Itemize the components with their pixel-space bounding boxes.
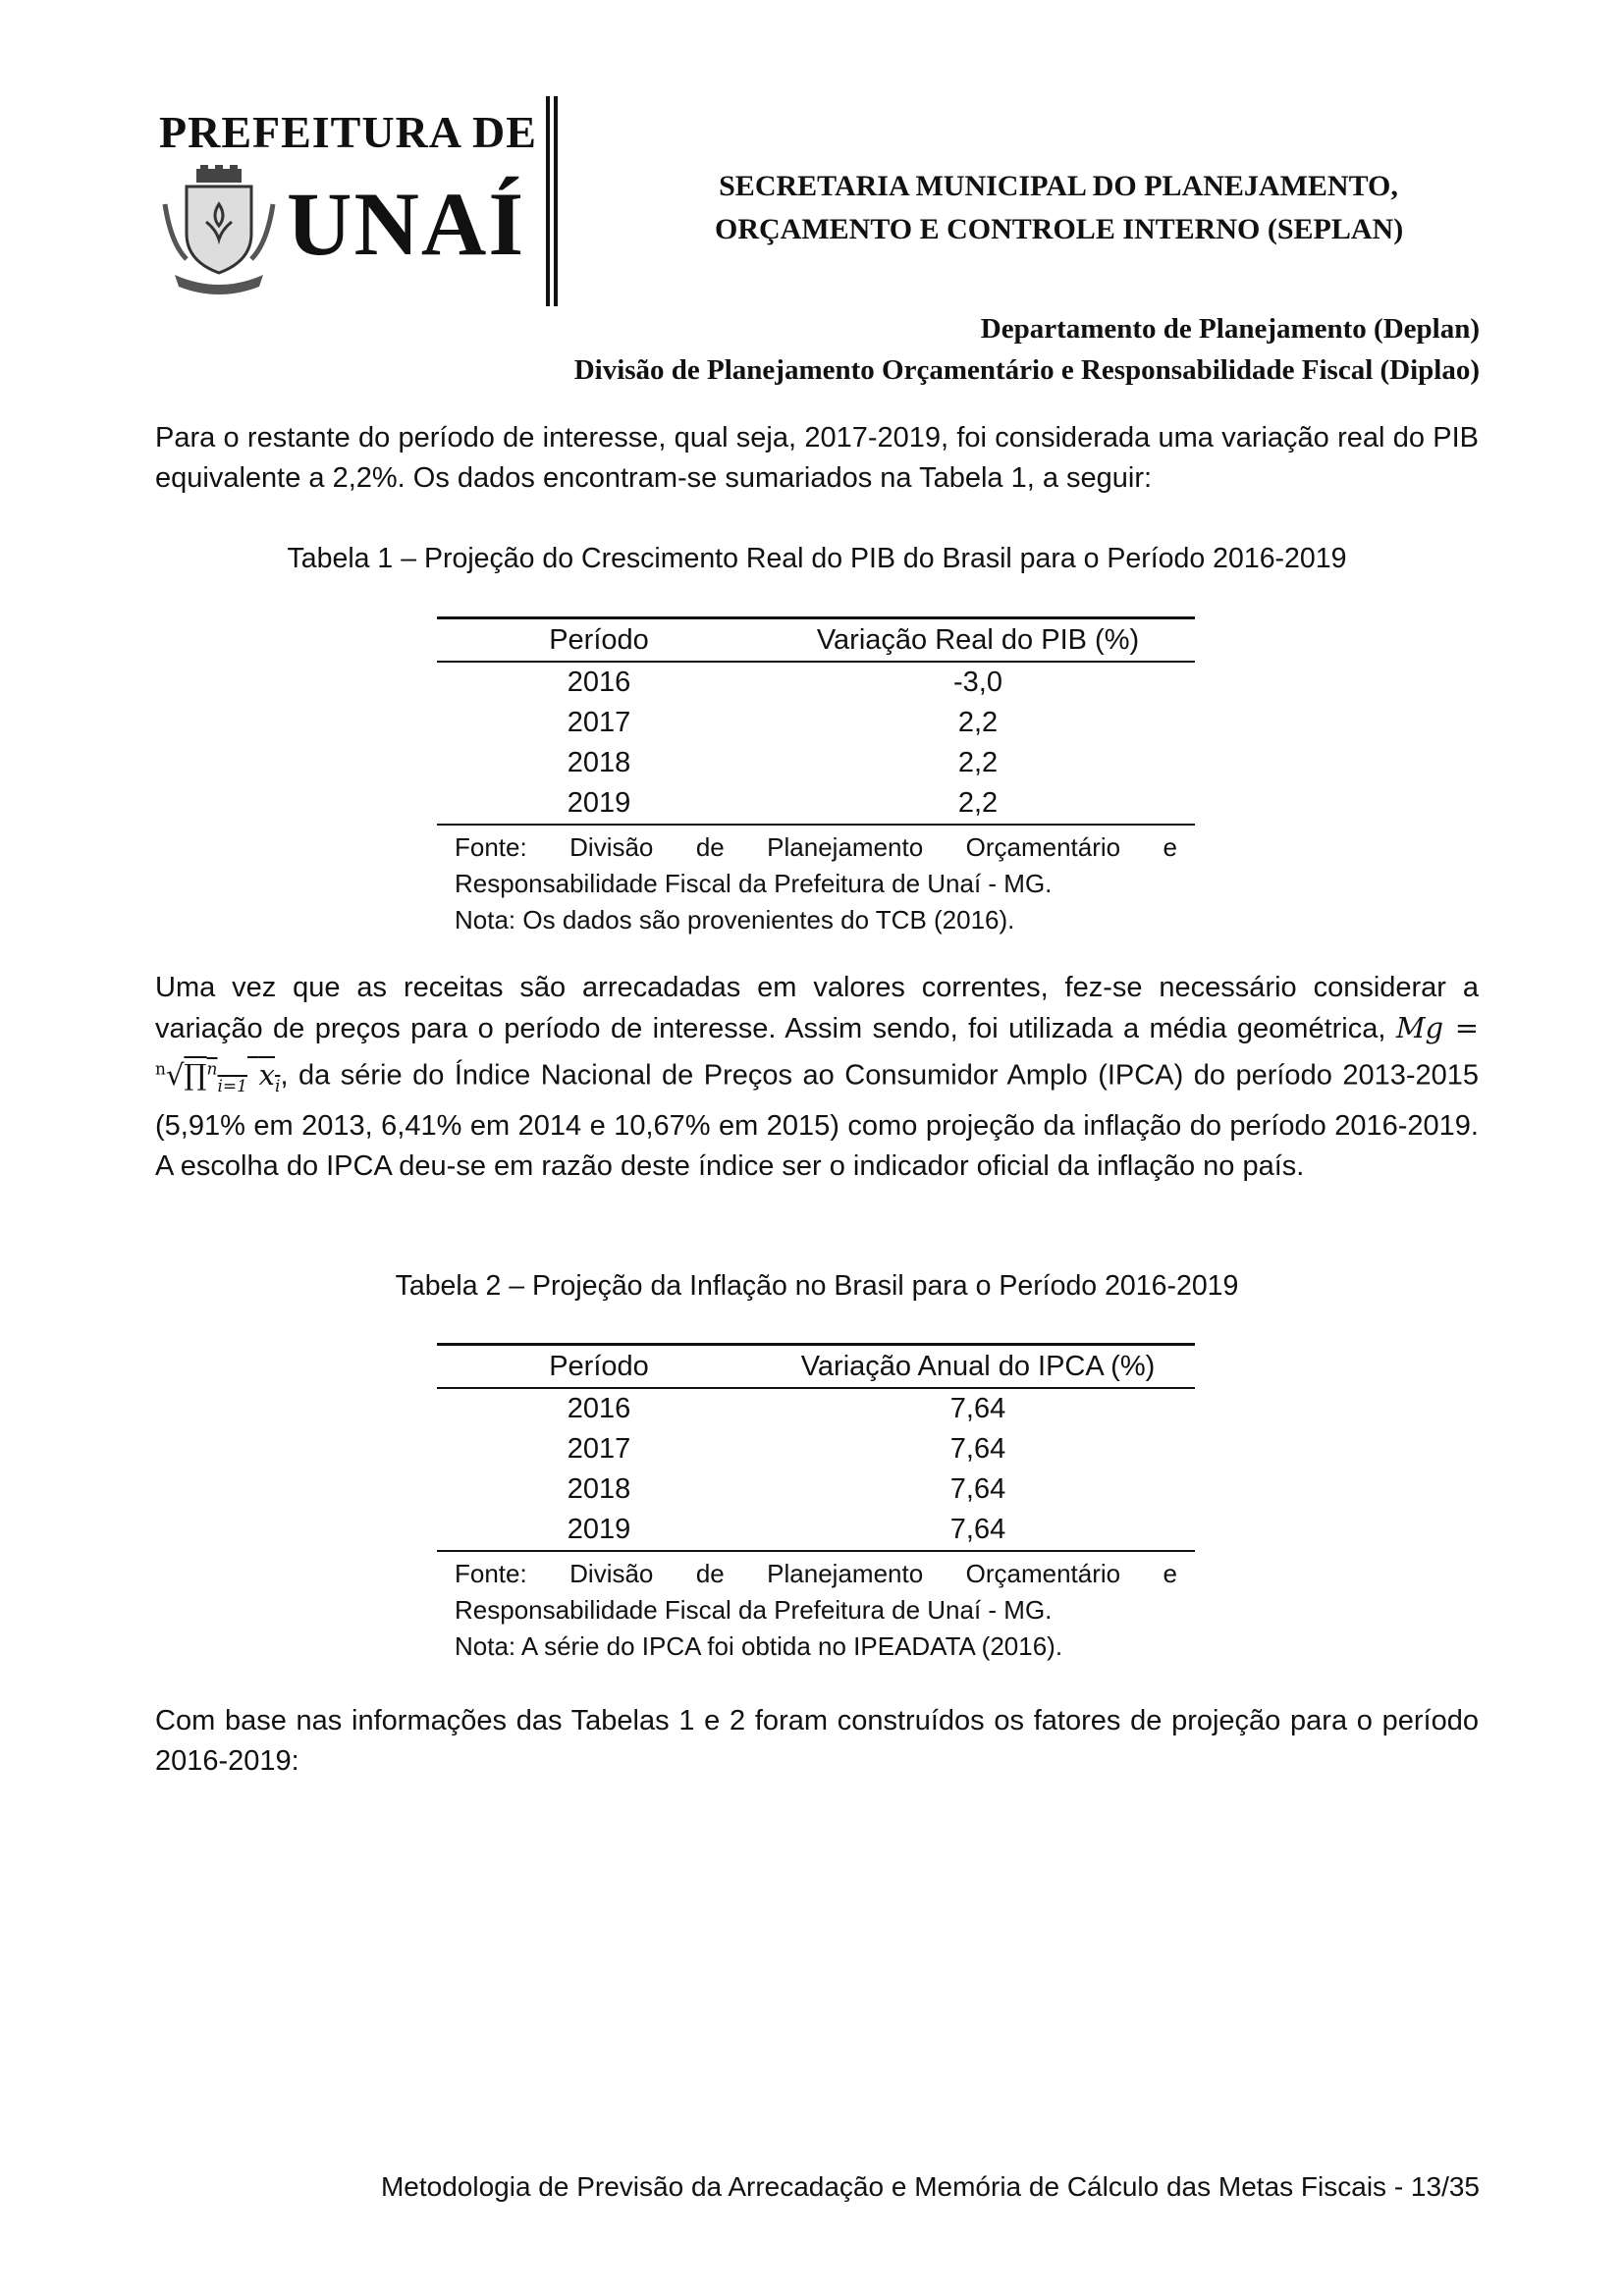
coat-of-arms-icon <box>157 165 281 298</box>
table-row: 2016 7,64 <box>567 1393 1006 1424</box>
table-header-row: Período Variação Anual do IPCA (%) <box>549 1350 1156 1382</box>
header-divider <box>546 96 550 306</box>
table-row: 2018 2,2 <box>567 747 999 778</box>
geometric-mean-formula: Mg = $^n$√∏$^n_{i=1}$ $x_i$ <box>155 1011 1480 1096</box>
table-pib <box>437 616 1195 938</box>
table-caption: Tabela 1 – Projeção do Crescimento Real do PIB do Brasil para o Período 2016-2019 <box>287 543 1347 574</box>
table-row: 2019 7,64 <box>567 1514 1006 1545</box>
page-footer: Metodologia de Previsão da Arrecadação e Memória de Cálculo das Metas Fiscais - 13/35 <box>380 2171 1480 2202</box>
paragraph: Com base nas informações das Tabelas 1 e 2 foram construídos os fatores de projeção para o período 2016-2019: <box>155 1705 1479 1777</box>
table-row: 2019 2,2 <box>567 787 999 819</box>
department-name: Departamento de Planejamento (Deplan) <box>980 313 1480 345</box>
table-ipca <box>437 1343 1195 1665</box>
table-source-note: Fonte: Divisão de Planejamento Orçamentário e Responsabilidade Fiscal da Prefeitura de Unaí - MG. Nota: A série do IPCA foi obtida no IPEADATA (2016). <box>455 1559 1177 1661</box>
table-row: 2017 2,2 <box>567 707 999 738</box>
paragraph: Para o restante do período de interesse, qual seja, 2017-2019, foi considerada uma variação real do PIB equivalente a 2,2%. Os dados encontram-se sumariados na Tabela 1, a seguir: <box>155 422 1479 494</box>
logo-title: PREFEITURA DE <box>159 107 537 157</box>
table-row: 2016 -3,0 <box>567 667 1002 698</box>
secretaria-title: SECRETARIA MUNICIPAL DO PLANEJAMENTO, ORÇAMENTO E CONTROLE INTERNO (SEPLAN) <box>715 170 1404 245</box>
table-header-row: Período Variação Real do PIB (%) <box>549 623 1140 656</box>
paragraph: Uma vez que as receitas são arrecadadas em valores correntes, fez-se necessário considerar a variação de preços para o período de interesse. Assim sendo, foi utilizada a média geométrica, Mg = $^n$√∏$^n_{i=1}$ $x_i$, da série do Índice Nacional de Preços ao Consumidor Amplo (IPCA) do período 2013-2015 (5,91% em 2013, 6,41% em 2014 e 10,67% em 2015) como projeção da inflação do período 2016-2019. A escolha do IPCA deu-se em razão deste índice ser o indicador oficial da inflação no país. <box>155 972 1480 1183</box>
header-divider <box>554 96 558 306</box>
table-row: 2017 7,64 <box>567 1433 1006 1465</box>
table-source-note: Fonte: Divisão de Planejamento Orçamentário e Responsabilidade Fiscal da Prefeitura de Unaí - MG. Nota: Os dados são provenientes do TCB (2016). <box>455 832 1177 934</box>
table-row: 2018 7,64 <box>567 1473 1006 1505</box>
division-name: Divisão de Planejamento Orçamentário e Responsabilidade Fiscal (Diplao) <box>573 354 1480 386</box>
logo-city: UNAÍ <box>287 174 526 274</box>
table-caption: Tabela 2 – Projeção da Inflação no Brasil para o Período 2016-2019 <box>395 1270 1239 1302</box>
department-heading <box>574 308 1480 391</box>
